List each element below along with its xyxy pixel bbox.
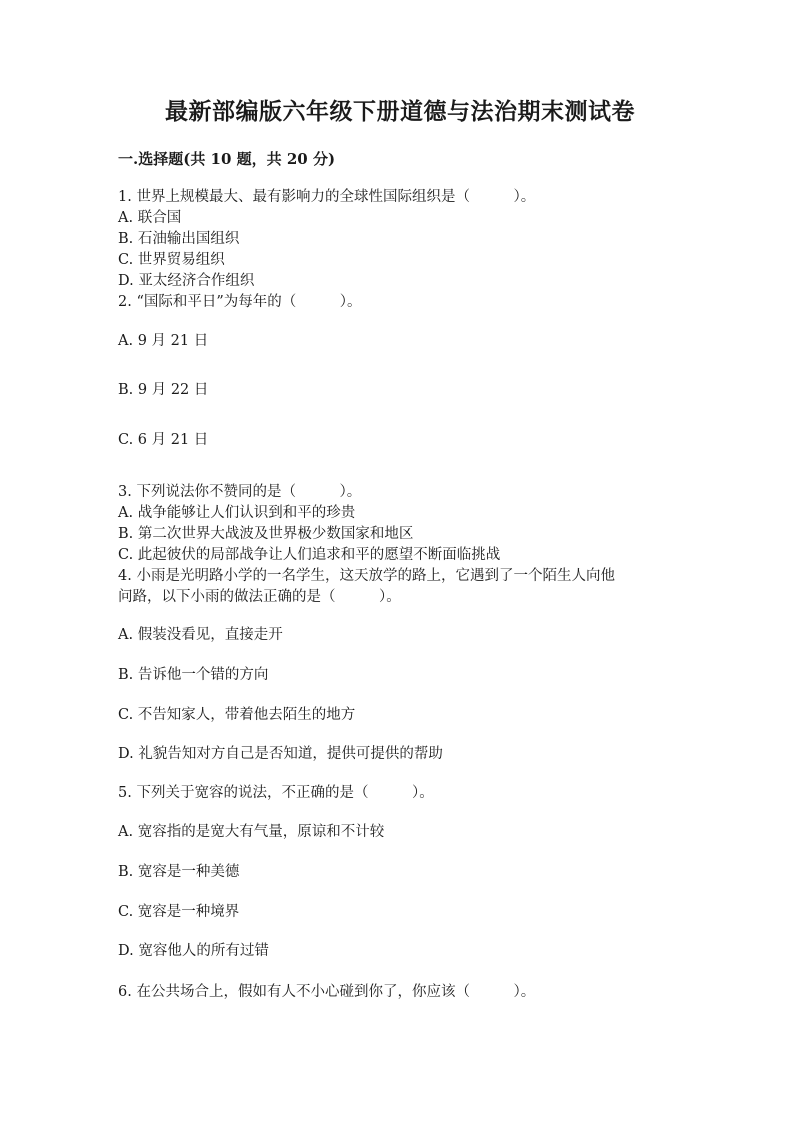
question-4-option-a: A. 假装没看见，直接走开	[118, 627, 283, 643]
question-3-option-c: C. 此起彼伏的局部战争让人们追求和平的愿望不断面临挑战	[118, 547, 501, 563]
question-4-option-d: D. 礼貌告知对方自己是否知道，提供可提供的帮助	[118, 746, 443, 762]
question-3-option-b: B. 第二次世界大战波及世界极少数国家和地区	[118, 526, 414, 542]
question-5-option-c: C. 宽容是一种境界	[118, 904, 240, 920]
question-1-option-b: B. 石油输出国组织	[118, 231, 240, 247]
question-4-stem-line2: 问路，以下小雨的做法正确的是（ ）。	[118, 589, 401, 605]
question-1-option-d: D. 亚太经济合作组织	[118, 273, 255, 289]
question-1-option-a: A. 联合国	[118, 210, 182, 226]
question-4-option-c: C. 不告知家人，带着他去陌生的地方	[118, 707, 356, 723]
question-3-stem: 3. 下列说法你不赞同的是（ ）。	[118, 484, 362, 500]
page-title: 最新部编版六年级下册道德与法治期末测试卷	[165, 98, 635, 125]
question-2-stem: 2. “国际和平日”为每年的（ ）。	[118, 294, 362, 310]
question-2-option-a: A. 9 月 21 日	[118, 333, 209, 349]
question-1-option-c: C. 世界贸易组织	[118, 252, 225, 268]
question-5-option-b: B. 宽容是一种美德	[118, 864, 240, 880]
section-heading: 一.选择题(共 10 题，共 20 分)	[118, 150, 336, 168]
question-6-stem: 6. 在公共场合上，假如有人不小心碰到你了，你应该（ ）。	[118, 984, 536, 1000]
question-3-option-a: A. 战争能够让人们认识到和平的珍贵	[118, 505, 356, 521]
question-4-option-b: B. 告诉他一个错的方向	[118, 667, 269, 683]
question-5-option-a: A. 宽容指的是宽大有气量，原谅和不计较	[118, 824, 385, 840]
question-5-option-d: D. 宽容他人的所有过错	[118, 943, 269, 959]
question-4-stem-line1: 4. 小雨是光明路小学的一名学生，这天放学的路上，它遇到了一个陌生人向他	[118, 568, 615, 584]
question-2-option-b: B. 9 月 22 日	[118, 382, 209, 398]
question-2-option-c: C. 6 月 21 日	[118, 432, 209, 448]
question-5-stem: 5. 下列关于宽容的说法，不正确的是（ ）。	[118, 785, 434, 801]
question-1-stem: 1. 世界上规模最大、最有影响力的全球性国际组织是（ ）。	[118, 189, 536, 205]
